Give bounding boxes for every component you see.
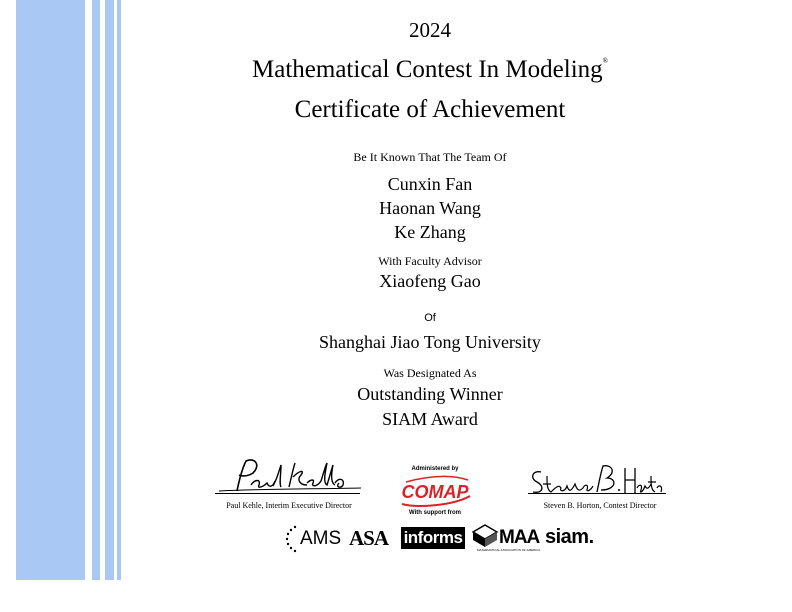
signature-line-left	[215, 493, 360, 494]
certificate-year: 2024	[409, 18, 451, 42]
of-label: Of	[424, 312, 436, 324]
advisor-name: Xiaofeng Gao	[379, 271, 481, 291]
siam-logo: siam.	[545, 526, 594, 548]
comap-logo	[396, 470, 474, 510]
institution-name: Shanghai Jiao Tong University	[319, 332, 541, 352]
decorative-stripe	[92, 0, 100, 580]
signature-line-right	[528, 493, 666, 494]
signature-paul-kehle	[215, 455, 363, 495]
maa-subtitle: MATHEMATICAL ASSOCIATION OF AMERICA	[477, 548, 541, 552]
decorative-stripe-wide	[16, 0, 85, 580]
ams-logo: AMS	[300, 528, 342, 549]
decorative-stripe-thin	[117, 0, 121, 580]
intro-text: Be It Known That The Team Of	[353, 150, 507, 164]
signature-caption-right: Steven B. Horton, Contest Director	[543, 501, 657, 510]
signature-steven-horton	[525, 462, 665, 502]
maa-logo-mark	[472, 524, 498, 548]
asa-logo: ASA	[349, 526, 389, 550]
contest-name-text: Mathematical Contest In Modeling	[252, 56, 603, 83]
support-label: With support from	[409, 510, 461, 516]
designation: Outstanding Winner	[357, 384, 503, 404]
team-member: Ke Zhang	[394, 222, 466, 242]
registered-mark: ®	[602, 57, 608, 65]
administered-by-label: Administered by	[411, 466, 459, 472]
comap-logo-text: COMAP	[401, 482, 469, 502]
contest-name	[200, 56, 660, 84]
decorative-stripe	[105, 0, 114, 580]
team-member: Cunxin Fan	[387, 174, 473, 194]
award-name: SIAM Award	[382, 409, 478, 429]
designation-label: Was Designated As	[383, 366, 477, 380]
advisor-label: With Faculty Advisor	[378, 254, 482, 268]
certificate-title: Certificate of Achievement	[294, 96, 566, 123]
informs-logo: informs	[401, 527, 465, 549]
team-member: Haonan Wang	[379, 198, 481, 218]
signature-caption-left: Paul Kehle, Interim Executive Director	[226, 501, 352, 510]
maa-logo: MAA	[499, 527, 540, 548]
